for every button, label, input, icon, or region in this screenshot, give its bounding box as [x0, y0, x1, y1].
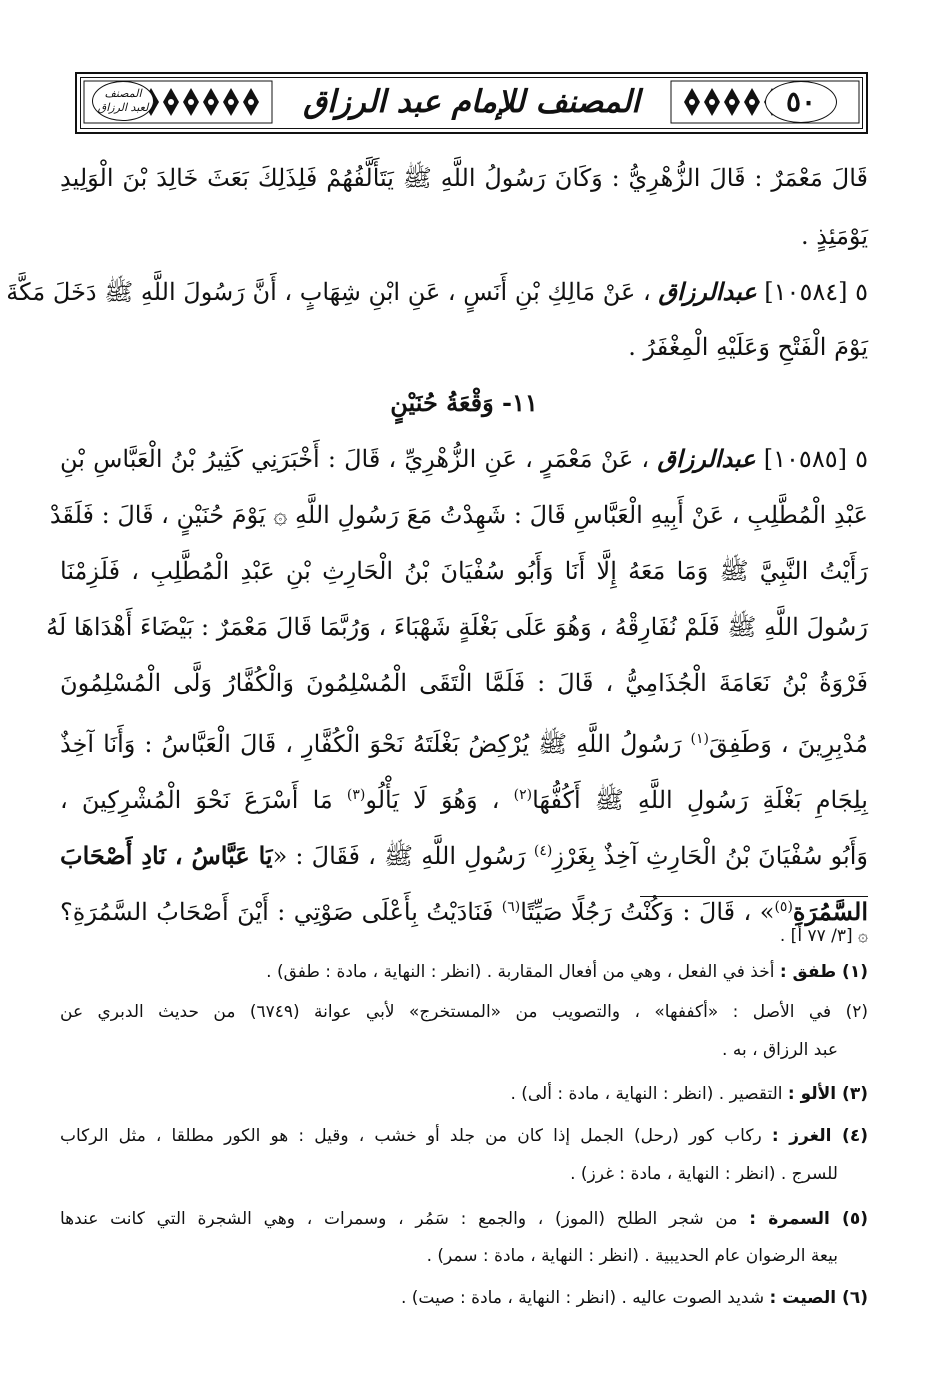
footnote-mark[interactable]: (٦) — [501, 899, 521, 915]
footnote-2-cont: عبد الرزاق ، به . — [722, 1040, 838, 1060]
footnote-4: (٤) الغرز : ركاب كور (رحل) الجمل إذا كان من جلد أو خشب ، وقيل : هو الكور مطلقا ، مثل الركاب — [60, 1126, 869, 1146]
book-seal — [92, 81, 154, 121]
footnote-mark[interactable]: (٢) — [513, 787, 533, 803]
text-line: مُدْبِرِينَ ، وَطَفِقَ$^{(١)}$ رَسُولُ اللَّهِ ﷺ يُرْكِضُ بَغْلَتَهُ نَحْوَ الْكُفَّارِ ، قَالَ الْعَبَّاسُ : وَأَنَا آخِذٌ — [60, 730, 868, 758]
text-line: رَسُولَ اللَّهِ ﷺ فَلَمْ نُفَارِقْهُ ، وَهُوَ عَلَى بَغْلَةٍ شَهْبَاءَ ، وَرُبَّمَا قَالَ مَعْمَرٌ : بَيْضَاءَ أَهْدَاهَا لَهُ — [46, 613, 868, 641]
text-line: رَأَيْتُ النَّبِيَّ ﷺ وَمَا مَعَهُ إِلَّا أَنَا وَأَبُو سُفْيَانَ بْنُ الْحَارِثِ بْنِ عَبْدِ الْمُطَّلِبِ ، فَلَزِمْنَا — [60, 557, 868, 585]
text-line: وَأَبُو سُفْيَانَ بْنُ الْحَارِثِ آخِذٌ بِغَرْزِ$^{(٤)}$ رَسُولِ اللَّهِ ﷺ ، فَقَالَ : «يَا عَبَّاسُ ، نَادِ أَصْحَابَ — [60, 841, 868, 870]
seal-line-1: المصنف — [104, 87, 142, 100]
narrator-ref: عبدالرزاق — [657, 444, 756, 473]
footnote-2: (٢) في الأصل : «أكففها» ، والتصويب من «المستخرج» لأبي عوانة (٦٧٤٩) من حديث الدبري عن — [60, 1002, 868, 1022]
page-number: ٥٠ — [765, 81, 837, 123]
text-line: قَالَ مَعْمَرٌ : قَالَ الزُّهْرِيُّ : وَكَانَ رَسُولُ اللَّهِ ﷺ يَتَأَلَّفُهُمْ فَلِذَلِكَ بَعَثَ خَالِدَ بْنَ الْوَلِيدِ — [60, 164, 868, 192]
footnote-5-cont: بيعة الرضوان عام الحديبية . (انظر : النهاية ، مادة : سمر) . — [426, 1246, 838, 1266]
footnote-mark[interactable]: (٤) — [533, 843, 553, 859]
hadith-10584-line-1: ٥ [١٠٥٨٤] عبدالرزاق ، عَنْ مَالِكِ بْنِ أَنَسٍ ، عَنِ ابْنِ شِهَابٍ ، أَنَّ رَسُولَ اللَّهِ ﷺ دَخَلَ مَكَّةَ — [6, 277, 868, 306]
narrator-ref: عبدالرزاق — [658, 277, 757, 306]
section-heading: ١١- وَقْعَةُ حُنَيْنٍ — [390, 388, 538, 417]
text-line: فَرْوَةُ بْنُ نَعَامَةَ الْجُذَامِيُّ ، قَالَ : فَلَمَّا الْتَقَى الْمُسْلِمُونَ وَالْكُفَّارُ وَلَّى الْمُسْلِمُونَ — [60, 669, 868, 697]
hadith-number: ٥ [١٠٥٨٥] — [763, 445, 868, 473]
footnote-1: (١) طفق : أخذ في الفعل ، وهي من أفعال المقاربة . (انظر : النهاية ، مادة : طفق) . — [266, 962, 868, 982]
footnote-mark[interactable]: (٣) — [346, 787, 366, 803]
text-line: بِلِجَامِ بَغْلَةِ رَسُولِ اللَّهِ ﷺ أَكُفُّهَا$^{(٢)}$ ، وَهُوَ لَا يَأْلُو$^{(٣)}$ مَا أَسْرَعَ نَحْوَ الْمُشْرِكِينَ ، — [60, 786, 868, 814]
footnote-6: (٦) الصيت : شديد الصوت عاليه . (انظر : النهاية ، مادة : صيت) . — [400, 1288, 868, 1308]
hadith-10585-line-1: ٥ [١٠٥٨٥] عبدالرزاق ، عَنْ مَعْمَرٍ ، عَنِ الزُّهْرِيِّ ، قَالَ : أَخْبَرَنِي كَثِيرُ بْنُ الْعَبَّاسِ بْنِ — [60, 444, 868, 473]
footnote-5: (٥) السمرة : من شجر الطلح (الموز) ، والجمع : سَمُر ، وسمرات ، وهي الشجرة التي كانت عندها — [60, 1209, 868, 1229]
page-header — [75, 72, 868, 134]
prophet-quote: يَا عَبَّاسُ ، نَادِ أَصْحَابَ — [60, 841, 273, 870]
footnote-mark[interactable]: (١) — [690, 731, 709, 747]
footnote-mark[interactable]: (٥) — [774, 899, 793, 915]
text-line: يَوْمَ الْفَتْحِ وَعَلَيْهِ الْمِغْفَرُ . — [628, 333, 868, 361]
footnote-3: (٣) الألو : التقصير . (انظر : النهاية ، مادة : ألى) . — [510, 1084, 868, 1104]
running-title: المصنف للإمام عبد الرزاق — [303, 84, 640, 120]
text-line: يَوْمَئِذٍ . — [800, 222, 868, 250]
folio-note: ۞ [٣/ ٧٧ أ] . — [779, 926, 868, 946]
hadith-number: ٥ [١٠٥٨٤] — [764, 278, 868, 306]
text-line: عَبْدِ الْمُطَّلِبِ ، عَنْ أَبِيهِ الْعَبَّاسِ قَالَ : شَهِدْتُ مَعَ رَسُولِ اللَّهِ ۞ يَوْمَ حُنَيْنٍ ، قَالَ : فَلَقَدْ — [49, 501, 868, 529]
seal-line-2: لعبد الرزاق — [97, 101, 149, 114]
footnote-separator — [640, 896, 868, 897]
text-line: السَّمُرَةِ$^{(٥)}$» ، قَالَ : وَكُنْتُ رَجُلًا صَيِّتًا$^{(٦)}$ فَنَادَيْتُ بِأَعْلَى صَوْتِي : أَيْنَ أَصْحَابُ السَّمُرَةِ؟ — [60, 897, 868, 926]
footnote-4-cont: للسرج . (انظر : النهاية ، مادة : غرز) . — [570, 1164, 838, 1184]
